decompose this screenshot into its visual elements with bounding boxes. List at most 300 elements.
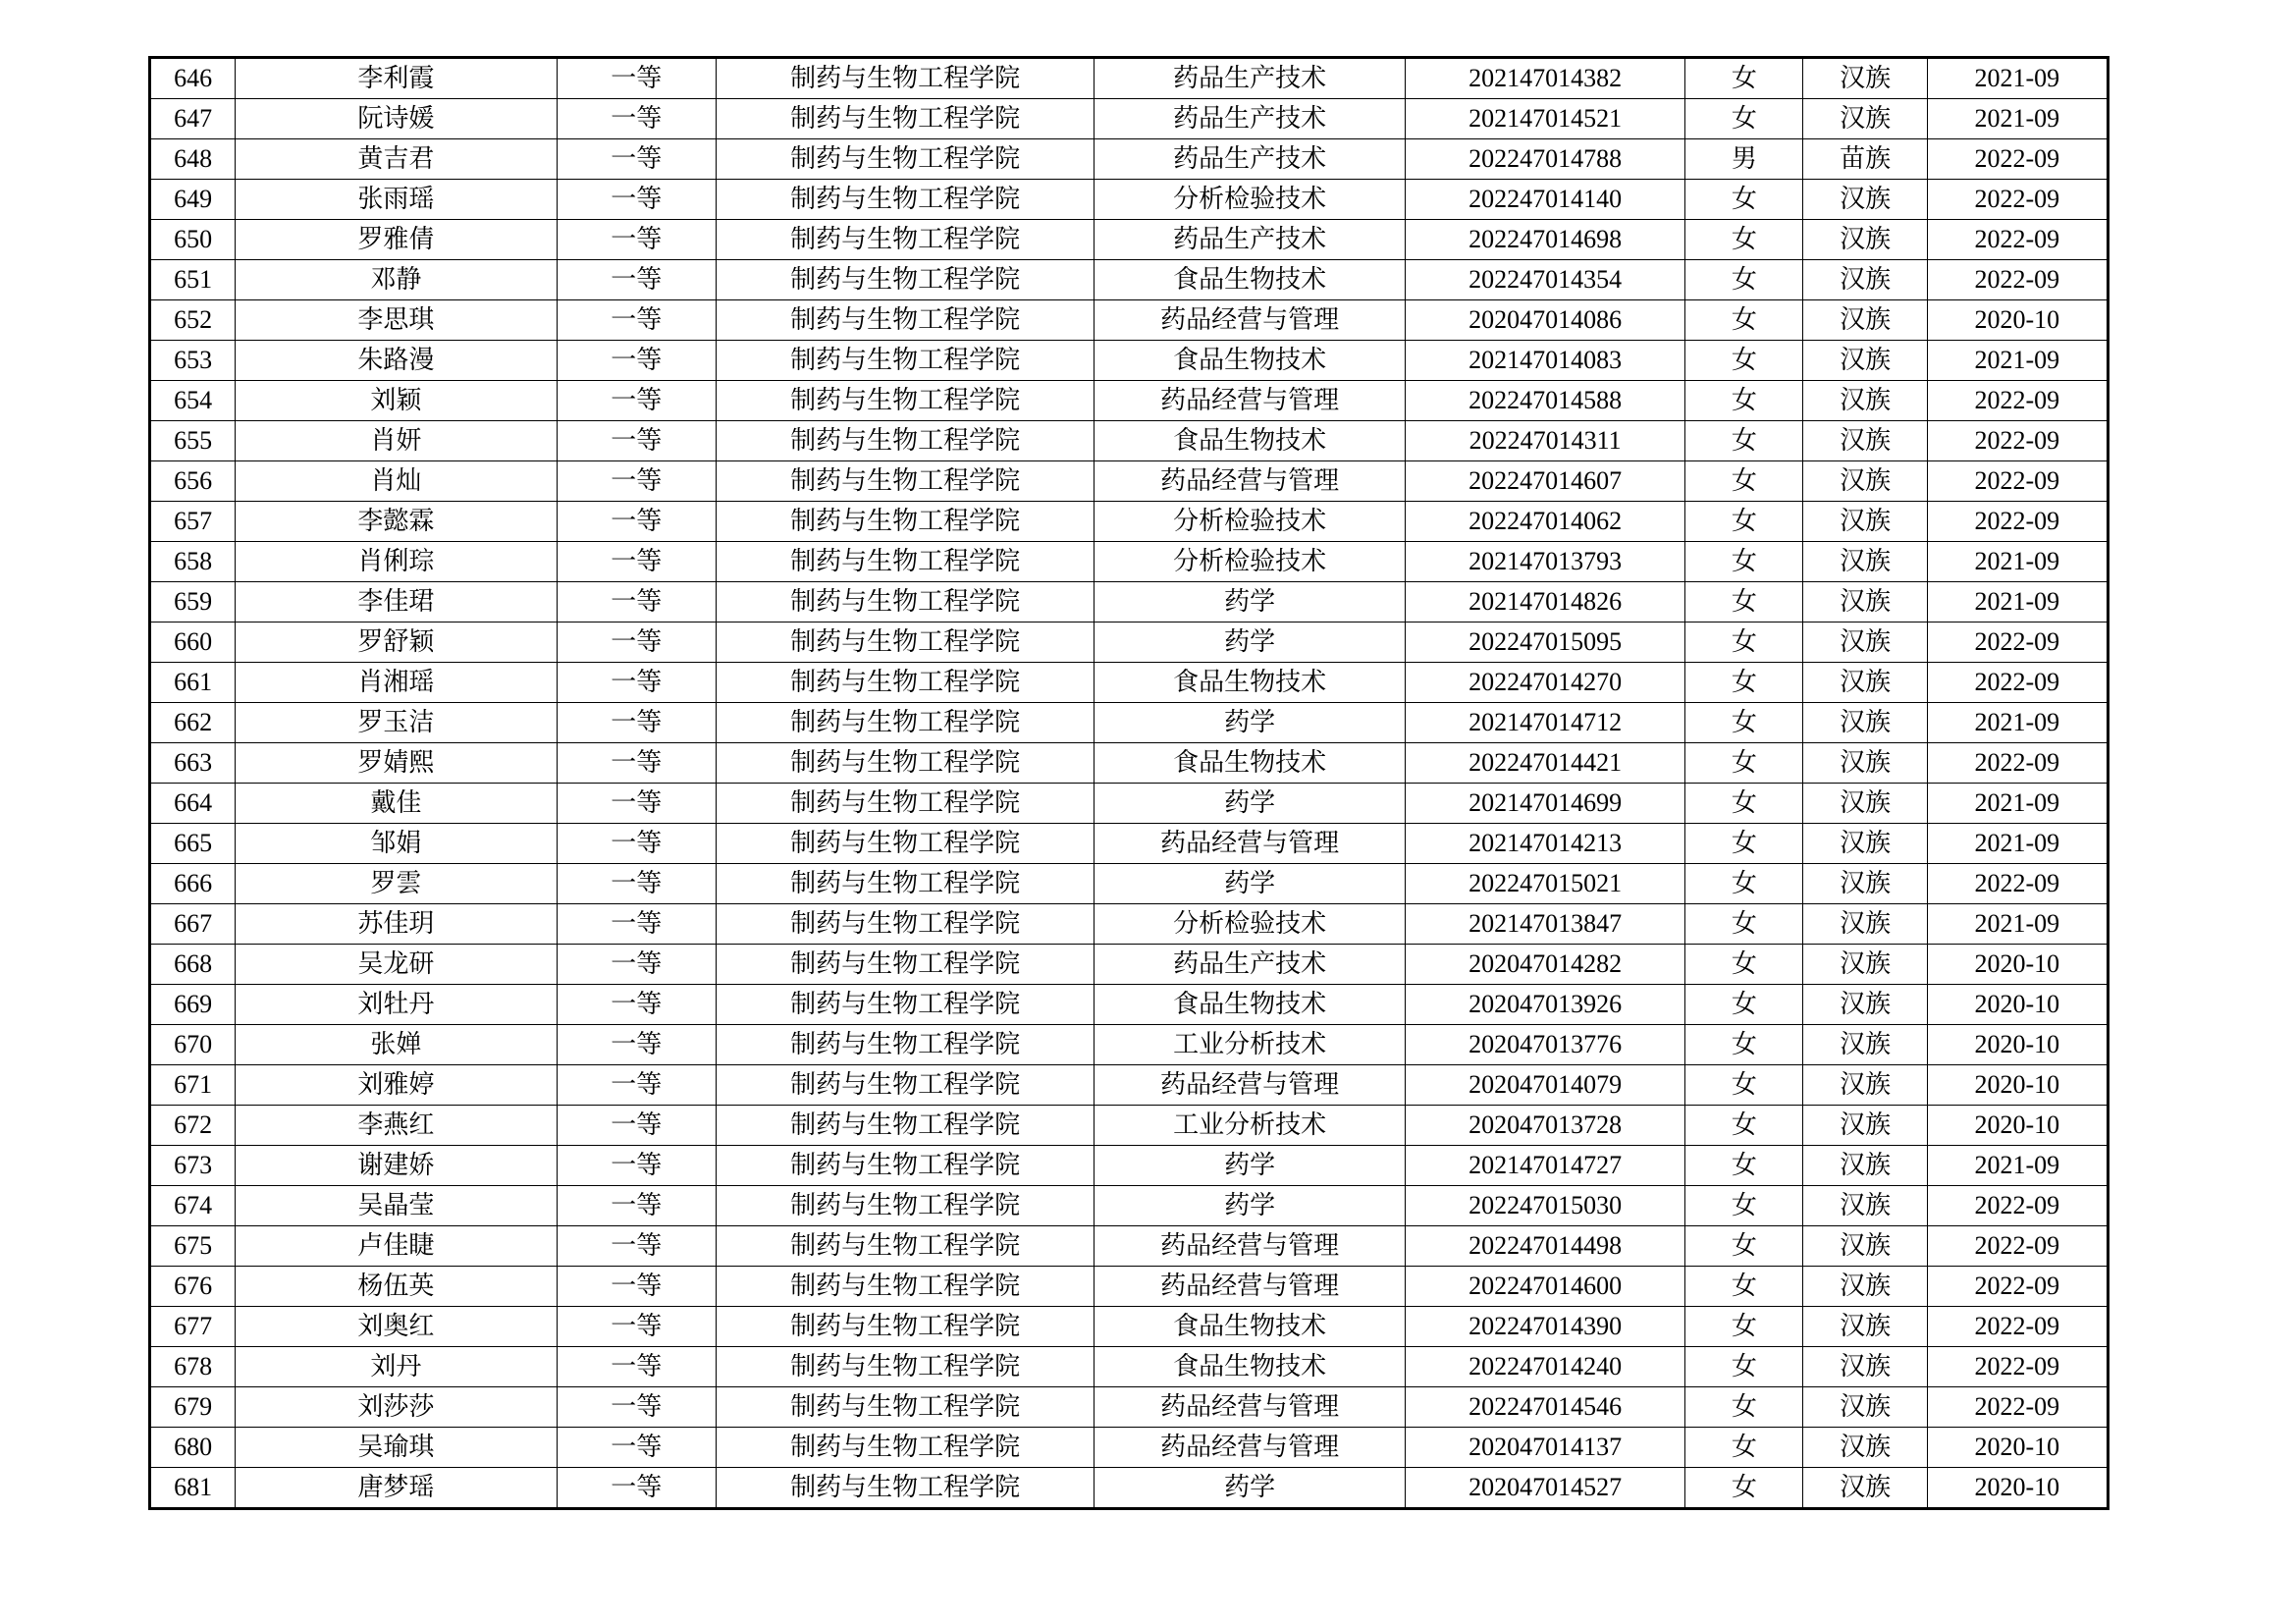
student-id-cell: 202047013926 xyxy=(1405,985,1684,1025)
major-cell: 药品生产技术 xyxy=(1095,58,1405,99)
ethnicity-cell: 汉族 xyxy=(1803,1106,1927,1146)
name-cell: 黄吉君 xyxy=(236,139,557,180)
award-level-cell: 一等 xyxy=(557,1347,716,1387)
student-id-cell: 202047014079 xyxy=(1405,1065,1684,1106)
ethnicity-cell: 汉族 xyxy=(1803,421,1927,461)
table-row xyxy=(150,260,2109,300)
award-level-cell: 一等 xyxy=(557,180,716,220)
name-cell: 唐梦瑶 xyxy=(236,1468,557,1509)
college-cell: 制药与生物工程学院 xyxy=(716,99,1095,139)
gender-cell: 女 xyxy=(1685,1387,1803,1428)
enrollment-date-cell: 2022-09 xyxy=(1927,1347,2108,1387)
major-cell: 药品经营与管理 xyxy=(1095,1065,1405,1106)
row-number-cell: 675 xyxy=(150,1226,236,1267)
gender-cell: 女 xyxy=(1685,1307,1803,1347)
college-cell: 制药与生物工程学院 xyxy=(716,1106,1095,1146)
major-cell: 药品生产技术 xyxy=(1095,945,1405,985)
college-cell: 制药与生物工程学院 xyxy=(716,703,1095,743)
row-number-cell: 650 xyxy=(150,220,236,260)
major-cell: 药品经营与管理 xyxy=(1095,824,1405,864)
major-cell: 药学 xyxy=(1095,1186,1405,1226)
major-cell: 食品生物技术 xyxy=(1095,663,1405,703)
gender-cell: 女 xyxy=(1685,663,1803,703)
ethnicity-cell: 汉族 xyxy=(1803,623,1927,663)
enrollment-date-cell: 2022-09 xyxy=(1927,864,2108,904)
row-number-cell: 660 xyxy=(150,623,236,663)
enrollment-date-cell: 2022-09 xyxy=(1927,461,2108,502)
enrollment-date-cell: 2022-09 xyxy=(1927,1307,2108,1347)
name-cell: 阮诗媛 xyxy=(236,99,557,139)
gender-cell: 女 xyxy=(1685,1106,1803,1146)
college-cell: 制药与生物工程学院 xyxy=(716,824,1095,864)
college-cell: 制药与生物工程学院 xyxy=(716,1146,1095,1186)
name-cell: 李佳珺 xyxy=(236,582,557,623)
college-cell: 制药与生物工程学院 xyxy=(716,864,1095,904)
name-cell: 李懿霖 xyxy=(236,502,557,542)
name-cell: 张婵 xyxy=(236,1025,557,1065)
award-level-cell: 一等 xyxy=(557,220,716,260)
row-number-cell: 680 xyxy=(150,1428,236,1468)
ethnicity-cell: 汉族 xyxy=(1803,945,1927,985)
award-level-cell: 一等 xyxy=(557,1065,716,1106)
row-number-cell: 652 xyxy=(150,300,236,341)
name-cell: 刘奥红 xyxy=(236,1307,557,1347)
college-cell: 制药与生物工程学院 xyxy=(716,904,1095,945)
row-number-cell: 666 xyxy=(150,864,236,904)
award-level-cell: 一等 xyxy=(557,502,716,542)
enrollment-date-cell: 2022-09 xyxy=(1927,502,2108,542)
name-cell: 刘丹 xyxy=(236,1347,557,1387)
gender-cell: 女 xyxy=(1685,1065,1803,1106)
row-number-cell: 649 xyxy=(150,180,236,220)
gender-cell: 女 xyxy=(1685,1186,1803,1226)
ethnicity-cell: 汉族 xyxy=(1803,1428,1927,1468)
student-id-cell: 202247014062 xyxy=(1405,502,1684,542)
college-cell: 制药与生物工程学院 xyxy=(716,180,1095,220)
college-cell: 制药与生物工程学院 xyxy=(716,1347,1095,1387)
college-cell: 制药与生物工程学院 xyxy=(716,58,1095,99)
name-cell: 邹娟 xyxy=(236,824,557,864)
name-cell: 刘雅婷 xyxy=(236,1065,557,1106)
table-row xyxy=(150,1146,2109,1186)
student-id-cell: 202147014712 xyxy=(1405,703,1684,743)
college-cell: 制药与生物工程学院 xyxy=(716,743,1095,784)
gender-cell: 女 xyxy=(1685,421,1803,461)
student-id-cell: 202247014498 xyxy=(1405,1226,1684,1267)
row-number-cell: 671 xyxy=(150,1065,236,1106)
student-id-cell: 202147014727 xyxy=(1405,1146,1684,1186)
award-level-cell: 一等 xyxy=(557,381,716,421)
table-row xyxy=(150,1065,2109,1106)
enrollment-date-cell: 2022-09 xyxy=(1927,1186,2108,1226)
student-id-cell: 202147014521 xyxy=(1405,99,1684,139)
award-level-cell: 一等 xyxy=(557,1106,716,1146)
gender-cell: 女 xyxy=(1685,864,1803,904)
table-row xyxy=(150,824,2109,864)
table-row xyxy=(150,1186,2109,1226)
table-row xyxy=(150,663,2109,703)
ethnicity-cell: 汉族 xyxy=(1803,1146,1927,1186)
table-row xyxy=(150,1106,2109,1146)
table-body xyxy=(150,58,2109,1509)
row-number-cell: 664 xyxy=(150,784,236,824)
table-row xyxy=(150,1267,2109,1307)
major-cell: 药品经营与管理 xyxy=(1095,461,1405,502)
table-row xyxy=(150,421,2109,461)
enrollment-date-cell: 2022-09 xyxy=(1927,1387,2108,1428)
major-cell: 药品经营与管理 xyxy=(1095,300,1405,341)
name-cell: 肖妍 xyxy=(236,421,557,461)
table-row xyxy=(150,542,2109,582)
enrollment-date-cell: 2021-09 xyxy=(1927,703,2108,743)
award-level-cell: 一等 xyxy=(557,904,716,945)
table-row xyxy=(150,582,2109,623)
gender-cell: 女 xyxy=(1685,381,1803,421)
gender-cell: 女 xyxy=(1685,1347,1803,1387)
award-level-cell: 一等 xyxy=(557,99,716,139)
enrollment-date-cell: 2021-09 xyxy=(1927,582,2108,623)
student-id-cell: 202047014282 xyxy=(1405,945,1684,985)
major-cell: 药品经营与管理 xyxy=(1095,381,1405,421)
college-cell: 制药与生物工程学院 xyxy=(716,260,1095,300)
major-cell: 食品生物技术 xyxy=(1095,985,1405,1025)
college-cell: 制药与生物工程学院 xyxy=(716,461,1095,502)
student-id-cell: 202247014588 xyxy=(1405,381,1684,421)
ethnicity-cell: 汉族 xyxy=(1803,985,1927,1025)
row-number-cell: 665 xyxy=(150,824,236,864)
award-level-cell: 一等 xyxy=(557,582,716,623)
enrollment-date-cell: 2020-10 xyxy=(1927,985,2108,1025)
row-number-cell: 662 xyxy=(150,703,236,743)
name-cell: 邓静 xyxy=(236,260,557,300)
enrollment-date-cell: 2022-09 xyxy=(1927,180,2108,220)
major-cell: 药学 xyxy=(1095,1146,1405,1186)
table-row xyxy=(150,180,2109,220)
student-id-cell: 202247014607 xyxy=(1405,461,1684,502)
table-row xyxy=(150,99,2109,139)
name-cell: 罗雲 xyxy=(236,864,557,904)
table-row xyxy=(150,1226,2109,1267)
name-cell: 肖灿 xyxy=(236,461,557,502)
gender-cell: 女 xyxy=(1685,784,1803,824)
table-row xyxy=(150,1025,2109,1065)
row-number-cell: 651 xyxy=(150,260,236,300)
ethnicity-cell: 汉族 xyxy=(1803,260,1927,300)
major-cell: 药学 xyxy=(1095,1468,1405,1509)
gender-cell: 女 xyxy=(1685,703,1803,743)
student-id-cell: 202247014600 xyxy=(1405,1267,1684,1307)
name-cell: 吴瑜琪 xyxy=(236,1428,557,1468)
student-id-cell: 202247014698 xyxy=(1405,220,1684,260)
student-id-cell: 202047014137 xyxy=(1405,1428,1684,1468)
award-level-cell: 一等 xyxy=(557,542,716,582)
name-cell: 罗雅倩 xyxy=(236,220,557,260)
enrollment-date-cell: 2022-09 xyxy=(1927,220,2108,260)
name-cell: 刘牡丹 xyxy=(236,985,557,1025)
major-cell: 药学 xyxy=(1095,784,1405,824)
gender-cell: 女 xyxy=(1685,220,1803,260)
major-cell: 药品经营与管理 xyxy=(1095,1267,1405,1307)
award-level-cell: 一等 xyxy=(557,461,716,502)
award-level-cell: 一等 xyxy=(557,300,716,341)
award-level-cell: 一等 xyxy=(557,1468,716,1509)
gender-cell: 女 xyxy=(1685,824,1803,864)
college-cell: 制药与生物工程学院 xyxy=(716,784,1095,824)
table-row xyxy=(150,1307,2109,1347)
student-id-cell: 202047013728 xyxy=(1405,1106,1684,1146)
gender-cell: 女 xyxy=(1685,341,1803,381)
enrollment-date-cell: 2022-09 xyxy=(1927,139,2108,180)
ethnicity-cell: 汉族 xyxy=(1803,663,1927,703)
enrollment-date-cell: 2022-09 xyxy=(1927,623,2108,663)
enrollment-date-cell: 2020-10 xyxy=(1927,1468,2108,1509)
award-level-cell: 一等 xyxy=(557,824,716,864)
ethnicity-cell: 汉族 xyxy=(1803,300,1927,341)
name-cell: 肖俐琮 xyxy=(236,542,557,582)
enrollment-date-cell: 2021-09 xyxy=(1927,824,2108,864)
table-row xyxy=(150,904,2109,945)
enrollment-date-cell: 2021-09 xyxy=(1927,904,2108,945)
college-cell: 制药与生物工程学院 xyxy=(716,1428,1095,1468)
major-cell: 药品生产技术 xyxy=(1095,99,1405,139)
table-row xyxy=(150,1387,2109,1428)
table-row xyxy=(150,945,2109,985)
row-number-cell: 658 xyxy=(150,542,236,582)
ethnicity-cell: 汉族 xyxy=(1803,864,1927,904)
major-cell: 药品经营与管理 xyxy=(1095,1387,1405,1428)
student-id-cell: 202047014086 xyxy=(1405,300,1684,341)
major-cell: 药品经营与管理 xyxy=(1095,1226,1405,1267)
student-id-cell: 202147014826 xyxy=(1405,582,1684,623)
name-cell: 谢建娇 xyxy=(236,1146,557,1186)
college-cell: 制药与生物工程学院 xyxy=(716,300,1095,341)
name-cell: 吴龙研 xyxy=(236,945,557,985)
major-cell: 工业分析技术 xyxy=(1095,1025,1405,1065)
award-level-cell: 一等 xyxy=(557,139,716,180)
name-cell: 吴晶莹 xyxy=(236,1186,557,1226)
row-number-cell: 661 xyxy=(150,663,236,703)
college-cell: 制药与生物工程学院 xyxy=(716,623,1095,663)
name-cell: 李燕红 xyxy=(236,1106,557,1146)
gender-cell: 女 xyxy=(1685,1226,1803,1267)
table-row xyxy=(150,139,2109,180)
table-row xyxy=(150,341,2109,381)
ethnicity-cell: 汉族 xyxy=(1803,1307,1927,1347)
ethnicity-cell: 汉族 xyxy=(1803,1267,1927,1307)
enrollment-date-cell: 2022-09 xyxy=(1927,421,2108,461)
table-row xyxy=(150,1347,2109,1387)
ethnicity-cell: 汉族 xyxy=(1803,99,1927,139)
name-cell: 杨伍英 xyxy=(236,1267,557,1307)
row-number-cell: 679 xyxy=(150,1387,236,1428)
ethnicity-cell: 汉族 xyxy=(1803,904,1927,945)
student-id-cell: 202247015030 xyxy=(1405,1186,1684,1226)
enrollment-date-cell: 2022-09 xyxy=(1927,1267,2108,1307)
award-level-cell: 一等 xyxy=(557,341,716,381)
name-cell: 罗舒颖 xyxy=(236,623,557,663)
award-level-cell: 一等 xyxy=(557,58,716,99)
ethnicity-cell: 汉族 xyxy=(1803,582,1927,623)
row-number-cell: 647 xyxy=(150,99,236,139)
ethnicity-cell: 汉族 xyxy=(1803,180,1927,220)
ethnicity-cell: 汉族 xyxy=(1803,1387,1927,1428)
row-number-cell: 672 xyxy=(150,1106,236,1146)
student-id-cell: 202247014390 xyxy=(1405,1307,1684,1347)
college-cell: 制药与生物工程学院 xyxy=(716,421,1095,461)
enrollment-date-cell: 2021-09 xyxy=(1927,542,2108,582)
college-cell: 制药与生物工程学院 xyxy=(716,1025,1095,1065)
major-cell: 药学 xyxy=(1095,703,1405,743)
row-number-cell: 657 xyxy=(150,502,236,542)
ethnicity-cell: 苗族 xyxy=(1803,139,1927,180)
gender-cell: 女 xyxy=(1685,985,1803,1025)
ethnicity-cell: 汉族 xyxy=(1803,1065,1927,1106)
award-level-cell: 一等 xyxy=(557,784,716,824)
gender-cell: 女 xyxy=(1685,542,1803,582)
name-cell: 卢佳睫 xyxy=(236,1226,557,1267)
student-id-cell: 202047014527 xyxy=(1405,1468,1684,1509)
table-row xyxy=(150,985,2109,1025)
college-cell: 制药与生物工程学院 xyxy=(716,381,1095,421)
award-level-cell: 一等 xyxy=(557,985,716,1025)
enrollment-date-cell: 2020-10 xyxy=(1927,1025,2108,1065)
student-id-cell: 202147014213 xyxy=(1405,824,1684,864)
gender-cell: 女 xyxy=(1685,502,1803,542)
major-cell: 食品生物技术 xyxy=(1095,1347,1405,1387)
name-cell: 张雨瑶 xyxy=(236,180,557,220)
ethnicity-cell: 汉族 xyxy=(1803,784,1927,824)
gender-cell: 女 xyxy=(1685,582,1803,623)
enrollment-date-cell: 2020-10 xyxy=(1927,1106,2108,1146)
student-id-cell: 202247015021 xyxy=(1405,864,1684,904)
ethnicity-cell: 汉族 xyxy=(1803,502,1927,542)
award-level-cell: 一等 xyxy=(557,864,716,904)
table-row xyxy=(150,743,2109,784)
ethnicity-cell: 汉族 xyxy=(1803,220,1927,260)
student-id-cell: 202147014083 xyxy=(1405,341,1684,381)
gender-cell: 女 xyxy=(1685,743,1803,784)
student-id-cell: 202147013793 xyxy=(1405,542,1684,582)
student-id-cell: 202247014240 xyxy=(1405,1347,1684,1387)
gender-cell: 女 xyxy=(1685,1267,1803,1307)
gender-cell: 女 xyxy=(1685,99,1803,139)
award-level-cell: 一等 xyxy=(557,623,716,663)
ethnicity-cell: 汉族 xyxy=(1803,1186,1927,1226)
major-cell: 食品生物技术 xyxy=(1095,1307,1405,1347)
college-cell: 制药与生物工程学院 xyxy=(716,1387,1095,1428)
row-number-cell: 646 xyxy=(150,58,236,99)
college-cell: 制药与生物工程学院 xyxy=(716,1186,1095,1226)
enrollment-date-cell: 2021-09 xyxy=(1927,784,2108,824)
award-level-cell: 一等 xyxy=(557,1267,716,1307)
enrollment-date-cell: 2020-10 xyxy=(1927,300,2108,341)
table-row xyxy=(150,1468,2109,1509)
student-id-cell: 202147014382 xyxy=(1405,58,1684,99)
college-cell: 制药与生物工程学院 xyxy=(716,1468,1095,1509)
major-cell: 分析检验技术 xyxy=(1095,542,1405,582)
name-cell: 刘莎莎 xyxy=(236,1387,557,1428)
gender-cell: 女 xyxy=(1685,180,1803,220)
major-cell: 食品生物技术 xyxy=(1095,421,1405,461)
scholarship-table xyxy=(148,56,2109,1510)
enrollment-date-cell: 2021-09 xyxy=(1927,341,2108,381)
enrollment-date-cell: 2021-09 xyxy=(1927,58,2108,99)
student-id-cell: 202247014421 xyxy=(1405,743,1684,784)
college-cell: 制药与生物工程学院 xyxy=(716,985,1095,1025)
ethnicity-cell: 汉族 xyxy=(1803,1468,1927,1509)
college-cell: 制药与生物工程学院 xyxy=(716,139,1095,180)
enrollment-date-cell: 2020-10 xyxy=(1927,1428,2108,1468)
enrollment-date-cell: 2022-09 xyxy=(1927,663,2108,703)
award-level-cell: 一等 xyxy=(557,1146,716,1186)
gender-cell: 女 xyxy=(1685,945,1803,985)
ethnicity-cell: 汉族 xyxy=(1803,703,1927,743)
student-id-cell: 202247015095 xyxy=(1405,623,1684,663)
college-cell: 制药与生物工程学院 xyxy=(716,502,1095,542)
row-number-cell: 653 xyxy=(150,341,236,381)
college-cell: 制药与生物工程学院 xyxy=(716,582,1095,623)
gender-cell: 女 xyxy=(1685,461,1803,502)
major-cell: 药品经营与管理 xyxy=(1095,1428,1405,1468)
table-row xyxy=(150,381,2109,421)
table-row xyxy=(150,784,2109,824)
row-number-cell: 673 xyxy=(150,1146,236,1186)
student-id-cell: 202147013847 xyxy=(1405,904,1684,945)
name-cell: 罗玉洁 xyxy=(236,703,557,743)
enrollment-date-cell: 2021-09 xyxy=(1927,99,2108,139)
gender-cell: 女 xyxy=(1685,904,1803,945)
college-cell: 制药与生物工程学院 xyxy=(716,1065,1095,1106)
major-cell: 药品生产技术 xyxy=(1095,139,1405,180)
major-cell: 药品生产技术 xyxy=(1095,220,1405,260)
ethnicity-cell: 汉族 xyxy=(1803,461,1927,502)
gender-cell: 女 xyxy=(1685,1146,1803,1186)
major-cell: 食品生物技术 xyxy=(1095,341,1405,381)
table-row xyxy=(150,300,2109,341)
name-cell: 苏佳玥 xyxy=(236,904,557,945)
row-number-cell: 655 xyxy=(150,421,236,461)
row-number-cell: 667 xyxy=(150,904,236,945)
award-level-cell: 一等 xyxy=(557,1307,716,1347)
row-number-cell: 674 xyxy=(150,1186,236,1226)
award-level-cell: 一等 xyxy=(557,743,716,784)
name-cell: 刘颖 xyxy=(236,381,557,421)
table-row xyxy=(150,623,2109,663)
ethnicity-cell: 汉族 xyxy=(1803,542,1927,582)
major-cell: 药学 xyxy=(1095,623,1405,663)
table-row xyxy=(150,220,2109,260)
award-level-cell: 一等 xyxy=(557,663,716,703)
name-cell: 朱路漫 xyxy=(236,341,557,381)
college-cell: 制药与生物工程学院 xyxy=(716,945,1095,985)
gender-cell: 女 xyxy=(1685,58,1803,99)
student-id-cell: 202247014354 xyxy=(1405,260,1684,300)
table-row xyxy=(150,1428,2109,1468)
row-number-cell: 676 xyxy=(150,1267,236,1307)
college-cell: 制药与生物工程学院 xyxy=(716,1267,1095,1307)
row-number-cell: 648 xyxy=(150,139,236,180)
student-id-cell: 202047013776 xyxy=(1405,1025,1684,1065)
gender-cell: 男 xyxy=(1685,139,1803,180)
gender-cell: 女 xyxy=(1685,260,1803,300)
college-cell: 制药与生物工程学院 xyxy=(716,1226,1095,1267)
table-row xyxy=(150,461,2109,502)
award-level-cell: 一等 xyxy=(557,260,716,300)
student-id-cell: 202247014311 xyxy=(1405,421,1684,461)
row-number-cell: 681 xyxy=(150,1468,236,1509)
row-number-cell: 668 xyxy=(150,945,236,985)
row-number-cell: 670 xyxy=(150,1025,236,1065)
